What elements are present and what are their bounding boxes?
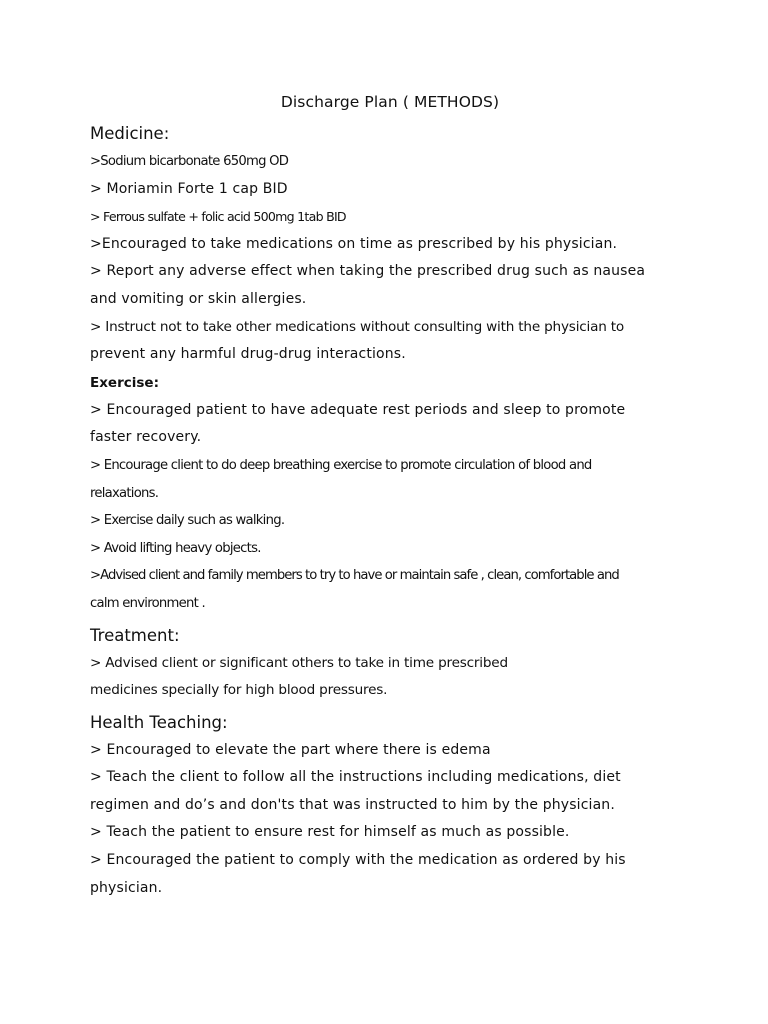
- health-teaching-line-4: > Teach the patient to ensure rest for himself as much as possible.: [90, 824, 570, 841]
- health-teaching-heading-colon: :: [222, 712, 228, 732]
- exercise-line-2: faster recovery.: [90, 429, 202, 446]
- medicine-line-8: prevent any harmful drug-drug interactions.: [90, 346, 406, 363]
- health-teaching-line-5: > Encouraged the patient to comply with the medication as ordered by his: [90, 852, 626, 869]
- medicine-heading: [90, 120, 690, 148]
- medicine-line-6: and vomiting or skin allergies.: [90, 290, 307, 307]
- treatment-line-1: > Advised client or significant others to take in time prescribed: [90, 654, 508, 671]
- medicine-heading-text: Medicine: [90, 124, 164, 143]
- medicine-heading-colon: :: [163, 124, 170, 143]
- medicine-line-4: >Encouraged to take medications on time as prescribed by his physician.: [90, 235, 618, 252]
- treatment-heading-colon: :: [173, 625, 180, 645]
- exercise-line-3: > Encourage client to do deep breathing exercise to promote circulation of blood and: [90, 457, 592, 473]
- document-page: [90, 88, 690, 902]
- exercise-line-7: >Advised client and family members to try to have or maintain safe , clean, comfortable and: [90, 568, 619, 584]
- exercise-heading: Exercise:: [90, 374, 159, 391]
- exercise-line-4: relaxations.: [90, 485, 159, 501]
- treatment-line-2: medicines specially for high blood pressures.: [90, 682, 388, 699]
- exercise-line-6: > Avoid lifting heavy objects.: [90, 540, 261, 556]
- health-teaching-line-2: > Teach the client to follow all the instructions including medications, diet: [90, 769, 621, 786]
- exercise-line-8: calm environment .: [90, 595, 205, 611]
- medicine-line-3: > Ferrous sulfate + folic acid 500mg 1tab BID: [90, 209, 346, 225]
- health-teaching-line-6: physician.: [90, 879, 163, 896]
- medicine-line-5: > Report any adverse effect when taking the prescribed drug such as nausea: [90, 263, 646, 280]
- exercise-line-5: > Exercise daily such as walking.: [90, 513, 285, 529]
- medicine-line-1: >Sodium bicarbonate 650mg OD: [90, 154, 289, 169]
- treatment-heading-text: Treatment: [90, 625, 174, 645]
- health-teaching-line-1: > Encouraged to elevate the part where there is edema: [90, 741, 491, 758]
- health-teaching-line-3: regimen and do’s and don'ts that was instructed to him by the physician.: [90, 796, 615, 813]
- treatment-heading: [90, 622, 690, 650]
- health-teaching-heading-text: Health Teaching: [90, 712, 223, 732]
- exercise-line-1: > Encouraged patient to have adequate rest periods and sleep to promote: [90, 401, 626, 418]
- health-teaching-heading: [90, 709, 690, 737]
- medicine-line-7: > Instruct not to take other medications without consulting with the physician to: [90, 318, 625, 335]
- medicine-line-2: > Moriamin Forte 1 cap BID: [90, 180, 288, 197]
- document-title: Discharge Plan ( METHODS): [280, 93, 500, 111]
